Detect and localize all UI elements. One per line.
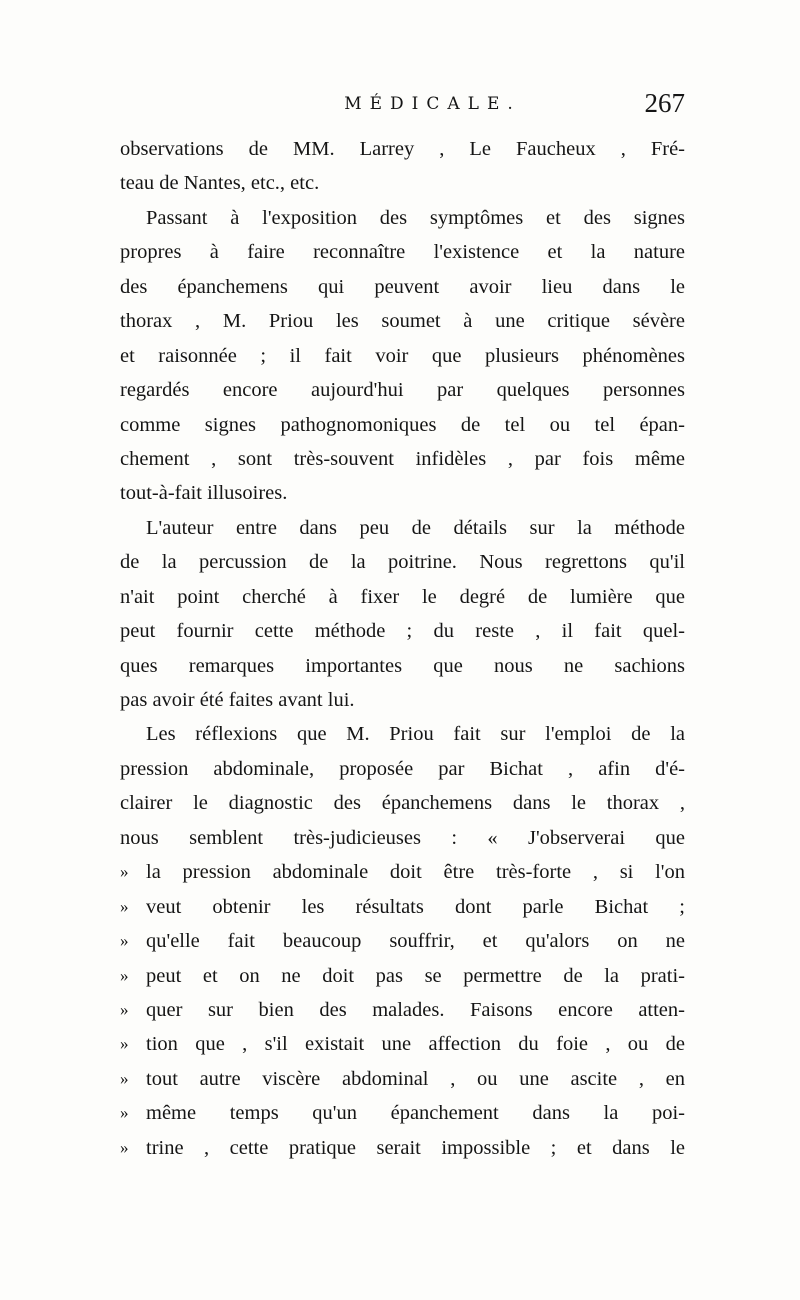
line-text: veut obtenir les résultats dont parle Bichat ; — [146, 895, 685, 918]
text-line — [120, 201, 685, 235]
text-line — [120, 959, 685, 993]
text-line — [120, 821, 685, 855]
page-number: 267 — [644, 88, 685, 118]
line-text: nous semblent très-judicieuses : « J'observerai que — [120, 826, 685, 849]
quote-marker: » — [120, 1103, 129, 1123]
text-line — [120, 924, 685, 958]
line-text: pas avoir été faites avant lui. — [120, 689, 355, 711]
line-text: tion que , s'il existait une affection du foie , ou de — [146, 1033, 685, 1056]
text-line — [120, 890, 685, 924]
text-line — [120, 1096, 685, 1130]
text-line — [120, 476, 685, 510]
text-line — [120, 511, 685, 545]
text-line — [120, 304, 685, 338]
line-text: et raisonnée ; il fait voir que plusieurs phénomènes — [120, 344, 685, 367]
text-line — [120, 1027, 685, 1061]
quote-marker: » — [120, 1068, 129, 1088]
running-title: MÉDICALE. — [344, 94, 521, 114]
text-line — [120, 1131, 685, 1165]
line-text: des épanchemens qui peuvent avoir lieu dans le — [120, 275, 685, 298]
line-text: Les réflexions que M. Priou fait sur l'emploi de la — [146, 723, 685, 746]
quote-marker: » — [120, 1137, 129, 1157]
line-text: thorax , M. Priou les soumet à une critique sévère — [120, 310, 685, 333]
text-line — [120, 786, 685, 820]
line-text: ques remarques importantes que nous ne sachions — [120, 654, 685, 677]
quote-marker: » — [120, 896, 129, 916]
quote-marker: » — [120, 931, 129, 951]
text-line — [120, 580, 685, 614]
line-text: pression abdominale, proposée par Bichat , afin d'é- — [120, 757, 685, 780]
line-text: observations de MM. Larrey , Le Faucheux , Fré- — [120, 138, 685, 160]
line-text: peut fournir cette méthode ; du reste , il fait quel- — [120, 620, 685, 643]
text-line — [120, 545, 685, 579]
text-line — [120, 717, 685, 751]
text-line — [120, 442, 685, 476]
text-line — [120, 649, 685, 683]
text-line — [120, 1062, 685, 1096]
line-text: trine , cette pratique serait impossible ; et dans le — [146, 1136, 685, 1159]
quote-marker: » — [120, 965, 129, 985]
text-line — [120, 132, 685, 166]
quote-marker: » — [120, 999, 129, 1019]
text-line — [120, 683, 685, 717]
body-text — [120, 132, 685, 1165]
line-text: n'ait point cherché à fixer le degré de lumière que — [120, 585, 685, 608]
text-line — [120, 373, 685, 407]
text-line — [120, 408, 685, 442]
line-text: peut et on ne doit pas se permettre de la prati- — [146, 964, 685, 987]
line-text: L'auteur entre dans peu de détails sur la méthode — [146, 516, 685, 539]
text-line — [120, 235, 685, 269]
text-line — [120, 270, 685, 304]
text-line — [120, 855, 685, 889]
line-text: tout autre viscère abdominal , ou une ascite , en — [146, 1067, 685, 1090]
text-line — [120, 614, 685, 648]
text-line — [120, 339, 685, 373]
line-text: propres à faire reconnaître l'existence et la nature — [120, 241, 685, 264]
line-text: clairer le diagnostic des épanchemens dans le thorax , — [120, 792, 685, 815]
line-text: comme signes pathognomoniques de tel ou tel épan- — [120, 413, 685, 436]
quote-marker: » — [120, 1034, 129, 1054]
line-text: la pression abdominale doit être très-forte , si l'on — [146, 861, 685, 884]
line-text: même temps qu'un épanchement dans la poi- — [146, 1102, 685, 1125]
running-head — [120, 88, 685, 128]
line-text: qu'elle fait beaucoup souffrir, et qu'alors on ne — [146, 930, 685, 953]
quote-marker: » — [120, 862, 129, 882]
line-text: de la percussion de la poitrine. Nous regrettons qu'il — [120, 551, 685, 574]
line-text: chement , sont très-souvent infidèles , par fois même — [120, 447, 685, 470]
line-text: tout-à-fait illusoires. — [120, 482, 288, 505]
line-text: teau de Nantes, etc., etc. — [120, 172, 320, 195]
text-line — [120, 993, 685, 1027]
text-line — [120, 166, 685, 200]
text-line — [120, 752, 685, 786]
line-text: regardés encore aujourd'hui par quelques personnes — [120, 379, 685, 402]
line-text: Passant à l'exposition des symptômes et des signes — [146, 206, 685, 229]
line-text: quer sur bien des malades. Faisons encore atten- — [146, 998, 685, 1021]
